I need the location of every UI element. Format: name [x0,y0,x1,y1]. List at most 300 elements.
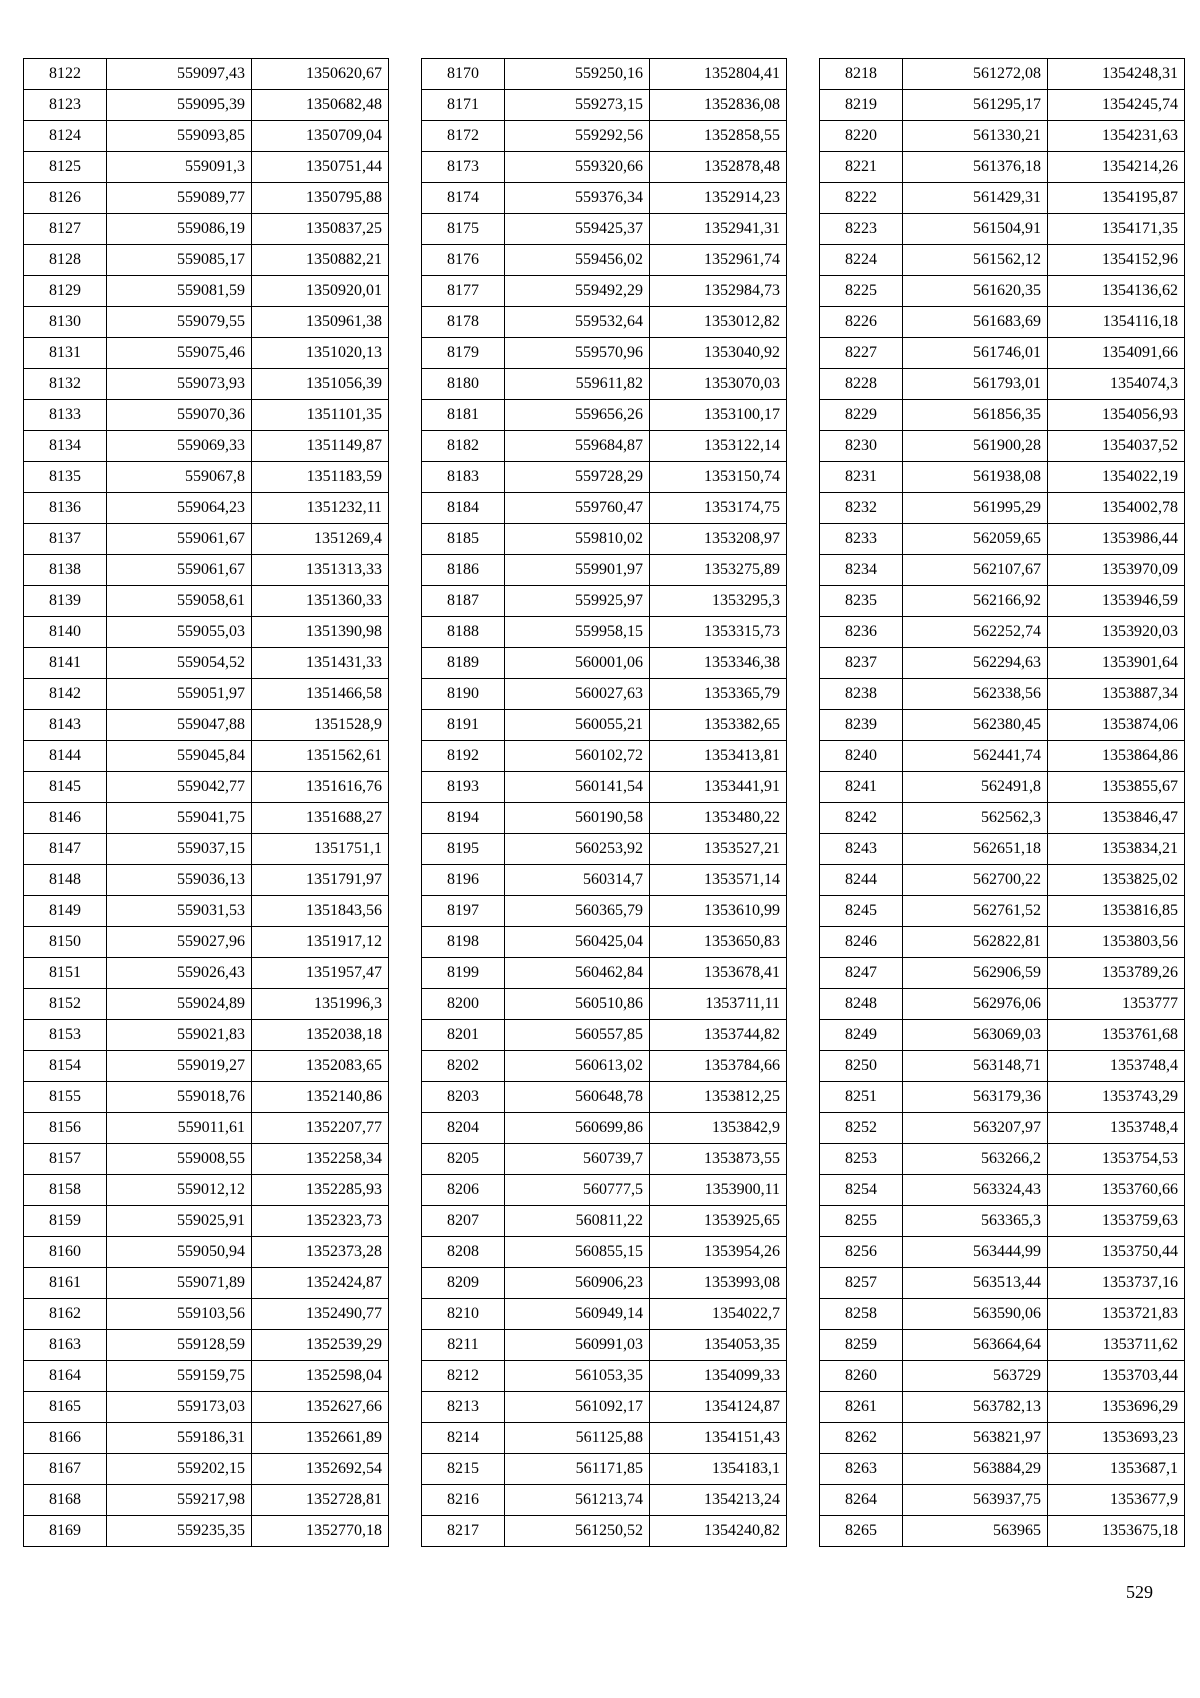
x-coordinate-cell: 559901,97 [505,555,650,586]
table-row [820,1144,1185,1175]
table-row [820,462,1185,493]
point-number-cell: 8169 [24,1516,107,1547]
point-number-cell: 8226 [820,307,903,338]
point-number-cell: 8230 [820,431,903,462]
table-row [820,679,1185,710]
x-coordinate-cell: 559073,93 [107,369,252,400]
table-row [24,1423,389,1454]
point-number-cell: 8254 [820,1175,903,1206]
table-row [24,1113,389,1144]
table-row [24,90,389,121]
x-coordinate-cell: 562761,52 [903,896,1048,927]
y-coordinate-cell: 1352083,65 [252,1051,389,1082]
y-coordinate-cell: 1353873,55 [650,1144,787,1175]
y-coordinate-cell: 1352424,87 [252,1268,389,1299]
point-number-cell: 8264 [820,1485,903,1516]
y-coordinate-cell: 1353711,11 [650,989,787,1020]
x-coordinate-cell: 559159,75 [107,1361,252,1392]
table-row [820,524,1185,555]
y-coordinate-cell: 1354022,19 [1048,462,1185,493]
point-number-cell: 8197 [422,896,505,927]
y-coordinate-cell: 1354037,52 [1048,431,1185,462]
y-coordinate-cell: 1350882,21 [252,245,389,276]
x-coordinate-cell: 563513,44 [903,1268,1048,1299]
table-row [820,152,1185,183]
x-coordinate-cell: 561429,31 [903,183,1048,214]
x-coordinate-cell: 561171,85 [505,1454,650,1485]
table-row [820,183,1185,214]
y-coordinate-cell: 1353295,3 [650,586,787,617]
table-row [422,927,787,958]
x-coordinate-cell: 559055,03 [107,617,252,648]
y-coordinate-cell: 1353816,85 [1048,896,1185,927]
x-coordinate-cell: 561295,17 [903,90,1048,121]
y-coordinate-cell: 1354151,43 [650,1423,787,1454]
x-coordinate-cell: 559611,82 [505,369,650,400]
y-coordinate-cell: 1350751,44 [252,152,389,183]
table-row [820,803,1185,834]
table-row [422,1144,787,1175]
y-coordinate-cell: 1352878,48 [650,152,787,183]
table-row [820,772,1185,803]
table-row [24,369,389,400]
table-row [24,586,389,617]
x-coordinate-cell: 563965 [903,1516,1048,1547]
table-row [820,1485,1185,1516]
point-number-cell: 8261 [820,1392,903,1423]
y-coordinate-cell: 1354002,78 [1048,493,1185,524]
x-coordinate-cell: 561250,52 [505,1516,650,1547]
table-row [422,59,787,90]
table-row [820,1113,1185,1144]
point-number-cell: 8186 [422,555,505,586]
table-row [422,586,787,617]
y-coordinate-cell: 1352804,41 [650,59,787,90]
point-number-cell: 8127 [24,214,107,245]
x-coordinate-cell: 560648,78 [505,1082,650,1113]
table-row [422,307,787,338]
x-coordinate-cell: 559728,29 [505,462,650,493]
point-number-cell: 8135 [24,462,107,493]
table-row [24,989,389,1020]
table-row [820,834,1185,865]
table-row [422,1175,787,1206]
x-coordinate-cell: 559235,35 [107,1516,252,1547]
y-coordinate-cell: 1353100,17 [650,400,787,431]
y-coordinate-cell: 1354195,87 [1048,183,1185,214]
table-row [24,648,389,679]
point-number-cell: 8214 [422,1423,505,1454]
coordinates-table-1 [23,58,389,1547]
y-coordinate-cell: 1353650,83 [650,927,787,958]
y-coordinate-cell: 1353174,75 [650,493,787,524]
table-row [24,1020,389,1051]
table-row [24,772,389,803]
x-coordinate-cell: 560855,15 [505,1237,650,1268]
y-coordinate-cell: 1354022,7 [650,1299,787,1330]
x-coordinate-cell: 559456,02 [505,245,650,276]
y-coordinate-cell: 1352038,18 [252,1020,389,1051]
table-row [24,524,389,555]
table-row [820,307,1185,338]
point-number-cell: 8225 [820,276,903,307]
point-number-cell: 8258 [820,1299,903,1330]
table-row [422,1361,787,1392]
y-coordinate-cell: 1351688,27 [252,803,389,834]
y-coordinate-cell: 1353441,91 [650,772,787,803]
point-number-cell: 8144 [24,741,107,772]
table-row [24,431,389,462]
table-row [422,1237,787,1268]
table-row [820,1268,1185,1299]
y-coordinate-cell: 1351101,35 [252,400,389,431]
x-coordinate-cell: 561995,29 [903,493,1048,524]
y-coordinate-cell: 1353761,68 [1048,1020,1185,1051]
point-number-cell: 8198 [422,927,505,958]
x-coordinate-cell: 559273,15 [505,90,650,121]
point-number-cell: 8189 [422,648,505,679]
table-row [24,338,389,369]
y-coordinate-cell: 1353900,11 [650,1175,787,1206]
y-coordinate-cell: 1353696,29 [1048,1392,1185,1423]
x-coordinate-cell: 561900,28 [903,431,1048,462]
x-coordinate-cell: 559128,59 [107,1330,252,1361]
point-number-cell: 8205 [422,1144,505,1175]
point-number-cell: 8249 [820,1020,903,1051]
point-number-cell: 8159 [24,1206,107,1237]
point-number-cell: 8154 [24,1051,107,1082]
table-row [820,400,1185,431]
x-coordinate-cell: 560557,85 [505,1020,650,1051]
y-coordinate-cell: 1352692,54 [252,1454,389,1485]
point-number-cell: 8195 [422,834,505,865]
x-coordinate-cell: 562252,74 [903,617,1048,648]
point-number-cell: 8218 [820,59,903,90]
table-row [24,59,389,90]
x-coordinate-cell: 559089,77 [107,183,252,214]
x-coordinate-cell: 559042,77 [107,772,252,803]
x-coordinate-cell: 559425,37 [505,214,650,245]
point-number-cell: 8158 [24,1175,107,1206]
table-row [422,524,787,555]
y-coordinate-cell: 1353750,44 [1048,1237,1185,1268]
x-coordinate-cell: 559656,26 [505,400,650,431]
table-row [24,865,389,896]
table-row [24,958,389,989]
y-coordinate-cell: 1351466,58 [252,679,389,710]
table-row [24,710,389,741]
y-coordinate-cell: 1353275,89 [650,555,787,586]
y-coordinate-cell: 1353122,14 [650,431,787,462]
point-number-cell: 8204 [422,1113,505,1144]
y-coordinate-cell: 1353610,99 [650,896,787,927]
point-number-cell: 8251 [820,1082,903,1113]
point-number-cell: 8184 [422,493,505,524]
table-row [820,617,1185,648]
x-coordinate-cell: 559075,46 [107,338,252,369]
y-coordinate-cell: 1352728,81 [252,1485,389,1516]
x-coordinate-cell: 559050,94 [107,1237,252,1268]
point-number-cell: 8209 [422,1268,505,1299]
point-number-cell: 8194 [422,803,505,834]
table-row [422,1268,787,1299]
table-row [422,1423,787,1454]
x-coordinate-cell: 563782,13 [903,1392,1048,1423]
point-number-cell: 8203 [422,1082,505,1113]
point-number-cell: 8142 [24,679,107,710]
x-coordinate-cell: 563821,97 [903,1423,1048,1454]
table-row [24,245,389,276]
point-number-cell: 8153 [24,1020,107,1051]
x-coordinate-cell: 559086,19 [107,214,252,245]
y-coordinate-cell: 1353527,21 [650,834,787,865]
x-coordinate-cell: 559186,31 [107,1423,252,1454]
point-number-cell: 8192 [422,741,505,772]
y-coordinate-cell: 1352285,93 [252,1175,389,1206]
x-coordinate-cell: 559019,27 [107,1051,252,1082]
point-number-cell: 8141 [24,648,107,679]
x-coordinate-cell: 563207,97 [903,1113,1048,1144]
y-coordinate-cell: 1352373,28 [252,1237,389,1268]
point-number-cell: 8130 [24,307,107,338]
x-coordinate-cell: 562976,06 [903,989,1048,1020]
x-coordinate-cell: 562822,81 [903,927,1048,958]
x-coordinate-cell: 559093,85 [107,121,252,152]
point-number-cell: 8146 [24,803,107,834]
table-row [820,369,1185,400]
point-number-cell: 8229 [820,400,903,431]
y-coordinate-cell: 1353760,66 [1048,1175,1185,1206]
table-row [422,1020,787,1051]
y-coordinate-cell: 1353789,26 [1048,958,1185,989]
point-number-cell: 8210 [422,1299,505,1330]
y-coordinate-cell: 1352836,08 [650,90,787,121]
y-coordinate-cell: 1351843,56 [252,896,389,927]
point-number-cell: 8139 [24,586,107,617]
x-coordinate-cell: 559027,96 [107,927,252,958]
x-coordinate-cell: 562491,8 [903,772,1048,803]
point-number-cell: 8223 [820,214,903,245]
y-coordinate-cell: 1353970,09 [1048,555,1185,586]
x-coordinate-cell: 559202,15 [107,1454,252,1485]
table-row [422,1454,787,1485]
point-number-cell: 8213 [422,1392,505,1423]
table-row [422,121,787,152]
point-number-cell: 8165 [24,1392,107,1423]
y-coordinate-cell: 1353315,73 [650,617,787,648]
x-coordinate-cell: 559810,02 [505,524,650,555]
table-row [24,1082,389,1113]
y-coordinate-cell: 1353743,29 [1048,1082,1185,1113]
x-coordinate-cell: 560102,72 [505,741,650,772]
point-number-cell: 8147 [24,834,107,865]
point-number-cell: 8263 [820,1454,903,1485]
point-number-cell: 8246 [820,927,903,958]
point-number-cell: 8252 [820,1113,903,1144]
table-row [24,1268,389,1299]
point-number-cell: 8227 [820,338,903,369]
point-number-cell: 8149 [24,896,107,927]
table-row [24,462,389,493]
table-row [24,1299,389,1330]
point-number-cell: 8179 [422,338,505,369]
table-row [24,834,389,865]
x-coordinate-cell: 560949,14 [505,1299,650,1330]
point-number-cell: 8215 [422,1454,505,1485]
x-coordinate-cell: 559026,43 [107,958,252,989]
table-row [24,679,389,710]
y-coordinate-cell: 1351360,33 [252,586,389,617]
x-coordinate-cell: 562059,65 [903,524,1048,555]
point-number-cell: 8177 [422,276,505,307]
y-coordinate-cell: 1353777 [1048,989,1185,1020]
y-coordinate-cell: 1351616,76 [252,772,389,803]
table-row [820,989,1185,1020]
y-coordinate-cell: 1351313,33 [252,555,389,586]
point-number-cell: 8207 [422,1206,505,1237]
table-row [422,400,787,431]
x-coordinate-cell: 563266,2 [903,1144,1048,1175]
y-coordinate-cell: 1352627,66 [252,1392,389,1423]
y-coordinate-cell: 1351269,4 [252,524,389,555]
point-number-cell: 8242 [820,803,903,834]
point-number-cell: 8212 [422,1361,505,1392]
x-coordinate-cell: 559058,61 [107,586,252,617]
point-number-cell: 8161 [24,1268,107,1299]
table-row [422,1082,787,1113]
x-coordinate-cell: 559051,97 [107,679,252,710]
table-row [820,958,1185,989]
x-coordinate-cell: 560027,63 [505,679,650,710]
y-coordinate-cell: 1351183,59 [252,462,389,493]
table-row [422,741,787,772]
x-coordinate-cell: 561562,12 [903,245,1048,276]
y-coordinate-cell: 1353744,82 [650,1020,787,1051]
point-number-cell: 8129 [24,276,107,307]
x-coordinate-cell: 563664,64 [903,1330,1048,1361]
table-row [24,1144,389,1175]
y-coordinate-cell: 1354171,35 [1048,214,1185,245]
y-coordinate-cell: 1353901,64 [1048,648,1185,679]
point-number-cell: 8240 [820,741,903,772]
y-coordinate-cell: 1353070,03 [650,369,787,400]
point-number-cell: 8172 [422,121,505,152]
y-coordinate-cell: 1353946,59 [1048,586,1185,617]
y-coordinate-cell: 1353413,81 [650,741,787,772]
table-row [422,1516,787,1547]
x-coordinate-cell: 560613,02 [505,1051,650,1082]
point-number-cell: 8137 [24,524,107,555]
table-row [422,989,787,1020]
x-coordinate-cell: 560462,84 [505,958,650,989]
point-number-cell: 8160 [24,1237,107,1268]
point-number-cell: 8199 [422,958,505,989]
point-number-cell: 8156 [24,1113,107,1144]
table-row [422,90,787,121]
point-number-cell: 8123 [24,90,107,121]
x-coordinate-cell: 559031,53 [107,896,252,927]
x-coordinate-cell: 562700,22 [903,865,1048,896]
x-coordinate-cell: 561053,35 [505,1361,650,1392]
point-number-cell: 8243 [820,834,903,865]
point-number-cell: 8171 [422,90,505,121]
table-row [820,1361,1185,1392]
y-coordinate-cell: 1352984,73 [650,276,787,307]
table-row [24,152,389,183]
page-number: 529 [1126,1582,1153,1602]
point-number-cell: 8190 [422,679,505,710]
y-coordinate-cell: 1353855,67 [1048,772,1185,803]
x-coordinate-cell: 562380,45 [903,710,1048,741]
table-row [820,59,1185,90]
point-number-cell: 8248 [820,989,903,1020]
y-coordinate-cell: 1353812,25 [650,1082,787,1113]
table-row [820,586,1185,617]
point-number-cell: 8250 [820,1051,903,1082]
table-row [422,896,787,927]
y-coordinate-cell: 1354099,33 [650,1361,787,1392]
table-row [820,741,1185,772]
y-coordinate-cell: 1353703,44 [1048,1361,1185,1392]
table-row [24,1237,389,1268]
x-coordinate-cell: 559054,52 [107,648,252,679]
table-row [24,121,389,152]
x-coordinate-cell: 563365,3 [903,1206,1048,1237]
y-coordinate-cell: 1353887,34 [1048,679,1185,710]
y-coordinate-cell: 1354248,31 [1048,59,1185,90]
x-coordinate-cell: 559045,84 [107,741,252,772]
y-coordinate-cell: 1353346,38 [650,648,787,679]
point-number-cell: 8200 [422,989,505,1020]
y-coordinate-cell: 1353748,4 [1048,1113,1185,1144]
y-coordinate-cell: 1353846,47 [1048,803,1185,834]
y-coordinate-cell: 1353737,16 [1048,1268,1185,1299]
table-row [422,1206,787,1237]
point-number-cell: 8145 [24,772,107,803]
x-coordinate-cell: 560001,06 [505,648,650,679]
y-coordinate-cell: 1353803,56 [1048,927,1185,958]
x-coordinate-cell: 562441,74 [903,741,1048,772]
x-coordinate-cell: 559011,61 [107,1113,252,1144]
y-coordinate-cell: 1353920,03 [1048,617,1185,648]
table-row [422,431,787,462]
y-coordinate-cell: 1350795,88 [252,183,389,214]
point-number-cell: 8260 [820,1361,903,1392]
y-coordinate-cell: 1353834,21 [1048,834,1185,865]
table-row [422,865,787,896]
point-number-cell: 8217 [422,1516,505,1547]
table-row [422,803,787,834]
y-coordinate-cell: 1352258,34 [252,1144,389,1175]
table-row [820,90,1185,121]
table-row [422,276,787,307]
x-coordinate-cell: 561746,01 [903,338,1048,369]
point-number-cell: 8193 [422,772,505,803]
x-coordinate-cell: 563324,43 [903,1175,1048,1206]
y-coordinate-cell: 1354056,93 [1048,400,1185,431]
point-number-cell: 8126 [24,183,107,214]
point-number-cell: 8170 [422,59,505,90]
y-coordinate-cell: 1351917,12 [252,927,389,958]
point-number-cell: 8128 [24,245,107,276]
table-row [820,214,1185,245]
table-row [422,617,787,648]
x-coordinate-cell: 560190,58 [505,803,650,834]
point-number-cell: 8178 [422,307,505,338]
point-number-cell: 8232 [820,493,903,524]
point-number-cell: 8216 [422,1485,505,1516]
x-coordinate-cell: 560253,92 [505,834,650,865]
